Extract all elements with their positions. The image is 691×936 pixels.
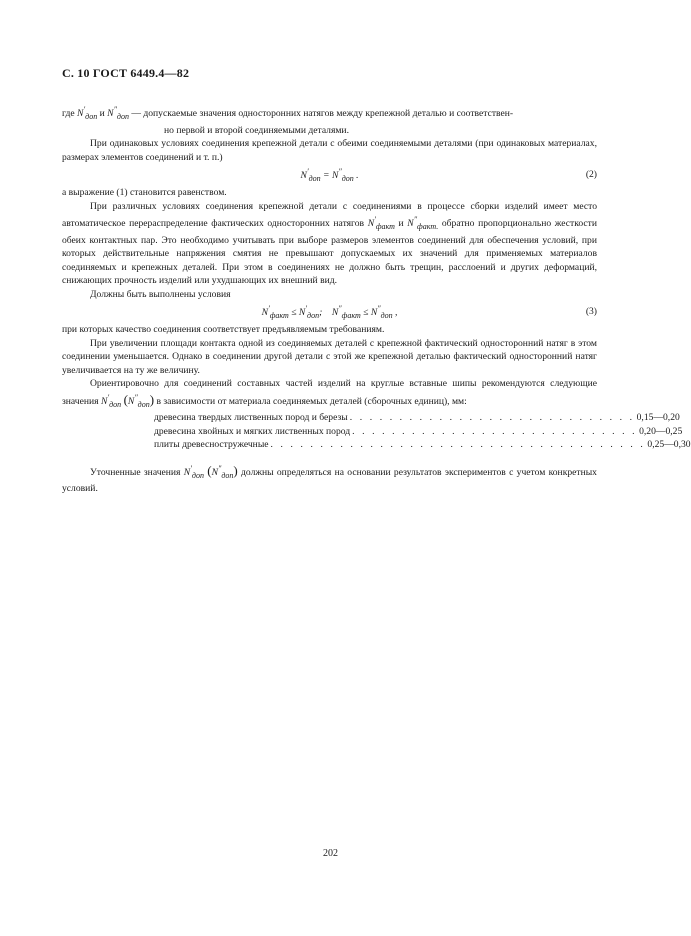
equation-3-expression: $N'_{факт} \le N'_{доп}$; $N''_{факт} \le N''_{доп}$ , [261, 303, 398, 320]
page-header: С. 10 ГОСТ 6449.4—82 [62, 66, 190, 80]
paragraph-refined-values: Уточненные значения $N'_{доп}$ $(N''_{доп})$ должны определяться на основании результатов экспериментов с учетом конкретных условий. [62, 462, 597, 495]
leader-dots: . . . . . . . . . . . . . . . . . . . . . . . . . . . . . [352, 425, 638, 437]
paragraph-conditions-intro: Должны быть выполнены условия [90, 288, 231, 300]
leader-dots: . . . . . . . . . . . . . . . . . . . . . . . . . . . . . . . . . . . . . . [270, 439, 646, 451]
symbol-n-prime-dop: $N'_{доп}$ [183, 463, 204, 480]
paragraph-contact-area: При увеличении площади контакта одной из соединяемых деталей с крепежной фактический односторонний натяг в этом соединении уменьшается. Однако в соединении другой детали с этой же крепежной деталью фактический односторонний натяг увеличивается на ту же величину. [62, 337, 597, 376]
equation-3 [62, 301, 597, 323]
leader-dots: . . . . . . . . . . . . . . . . . . . . . . . . . . . . . [349, 412, 635, 424]
equation-3-number: (3) [585, 306, 597, 318]
page-number: 202 [323, 848, 338, 859]
materials-list [62, 411, 691, 452]
list-item: плиты древесностружечные . . . . . . . . . . . . . . . . . . . . . . . . . . . . . . . . . . . . . . 0,25—0,30 [154, 439, 691, 451]
symbol-n-dprime-dop: $N''_{доп}$ [211, 463, 234, 480]
paragraph-equality: а выражение (1) становится равенством. [62, 187, 227, 199]
paragraph-different-conditions: При различных условиях соединения крепежной детали с соединениями в процессе сборки изделий имеет место автоматическое перераспределение фактических односторонних натягов $N'_{факт}$ и $N''_{факт.}$ обратно пропорционально жесткости обеих контактных пар. Это необходимо учитывать при выборе размеров элементов соединений для обеспечения условий, при которых действительные напряжения смятия не превышают допускаемых их значений для применяемых материалов соединяемых и крепежных деталей. При этом в соединениях не должно быть трещин, расслоений и других деформаций, снижающих прочность изделий или ухудшающих их внешний вид. [62, 200, 598, 287]
list-item: древесина твердых лиственных пород и березы . . . . . . . . . . . . . . . . . . . . . . . . . . . . . 0,15—0,20 [154, 412, 680, 424]
paragraph-quality: при которых качество соединения соответствует предъявляемым требованиям. [62, 324, 385, 336]
list-item: древесина хвойных и мягких лиственных пород . . . . . . . . . . . . . . . . . . . . . . . . . . . . . 0,20—0,25 [154, 425, 683, 437]
body-text [62, 103, 691, 496]
equation-2-number: (2) [585, 169, 597, 181]
symbol-n-dprime-dop: $N''_{доп}$ [107, 105, 129, 122]
symbol-n-prime-fakt: $N'_{факт}$ [367, 215, 395, 232]
symbol-n-dprime-fakt: $N''_{факт.}$ [407, 215, 439, 232]
paragraph-recommended-values: Ориентировочно для соединений составных частей изделий на круглые вставные шипы рекомендуются следующие значения $N'_{доп}$ $(N''_{доп})$ в зависимости от материала соединяемых деталей (сборочных единиц), мм: [62, 378, 597, 409]
paragraph-where: где $N'_{доп}$ и $N''_{доп}$ — допускаемые значения односторонних натягов между крепежной деталью и соответствен- но первой и второй соединяемыми деталями. [62, 105, 514, 136]
symbol-n-prime-dop: $N'_{доп}$ [77, 105, 98, 122]
symbol-n-prime-dop: $N'_{доп}$ [100, 392, 122, 409]
symbol-n-dprime-dop: $N''_{доп}$ [127, 392, 150, 409]
paragraph-equal-conditions: При одинаковых условиях соединения крепежной детали с обеими соединяемыми деталями (при одинаковых материалах, размерах элементов соединений и т. п.) [62, 138, 597, 163]
equation-2-expression: $N'_{доп} = N''_{доп}$ . [300, 166, 359, 183]
equation-2 [62, 164, 597, 186]
